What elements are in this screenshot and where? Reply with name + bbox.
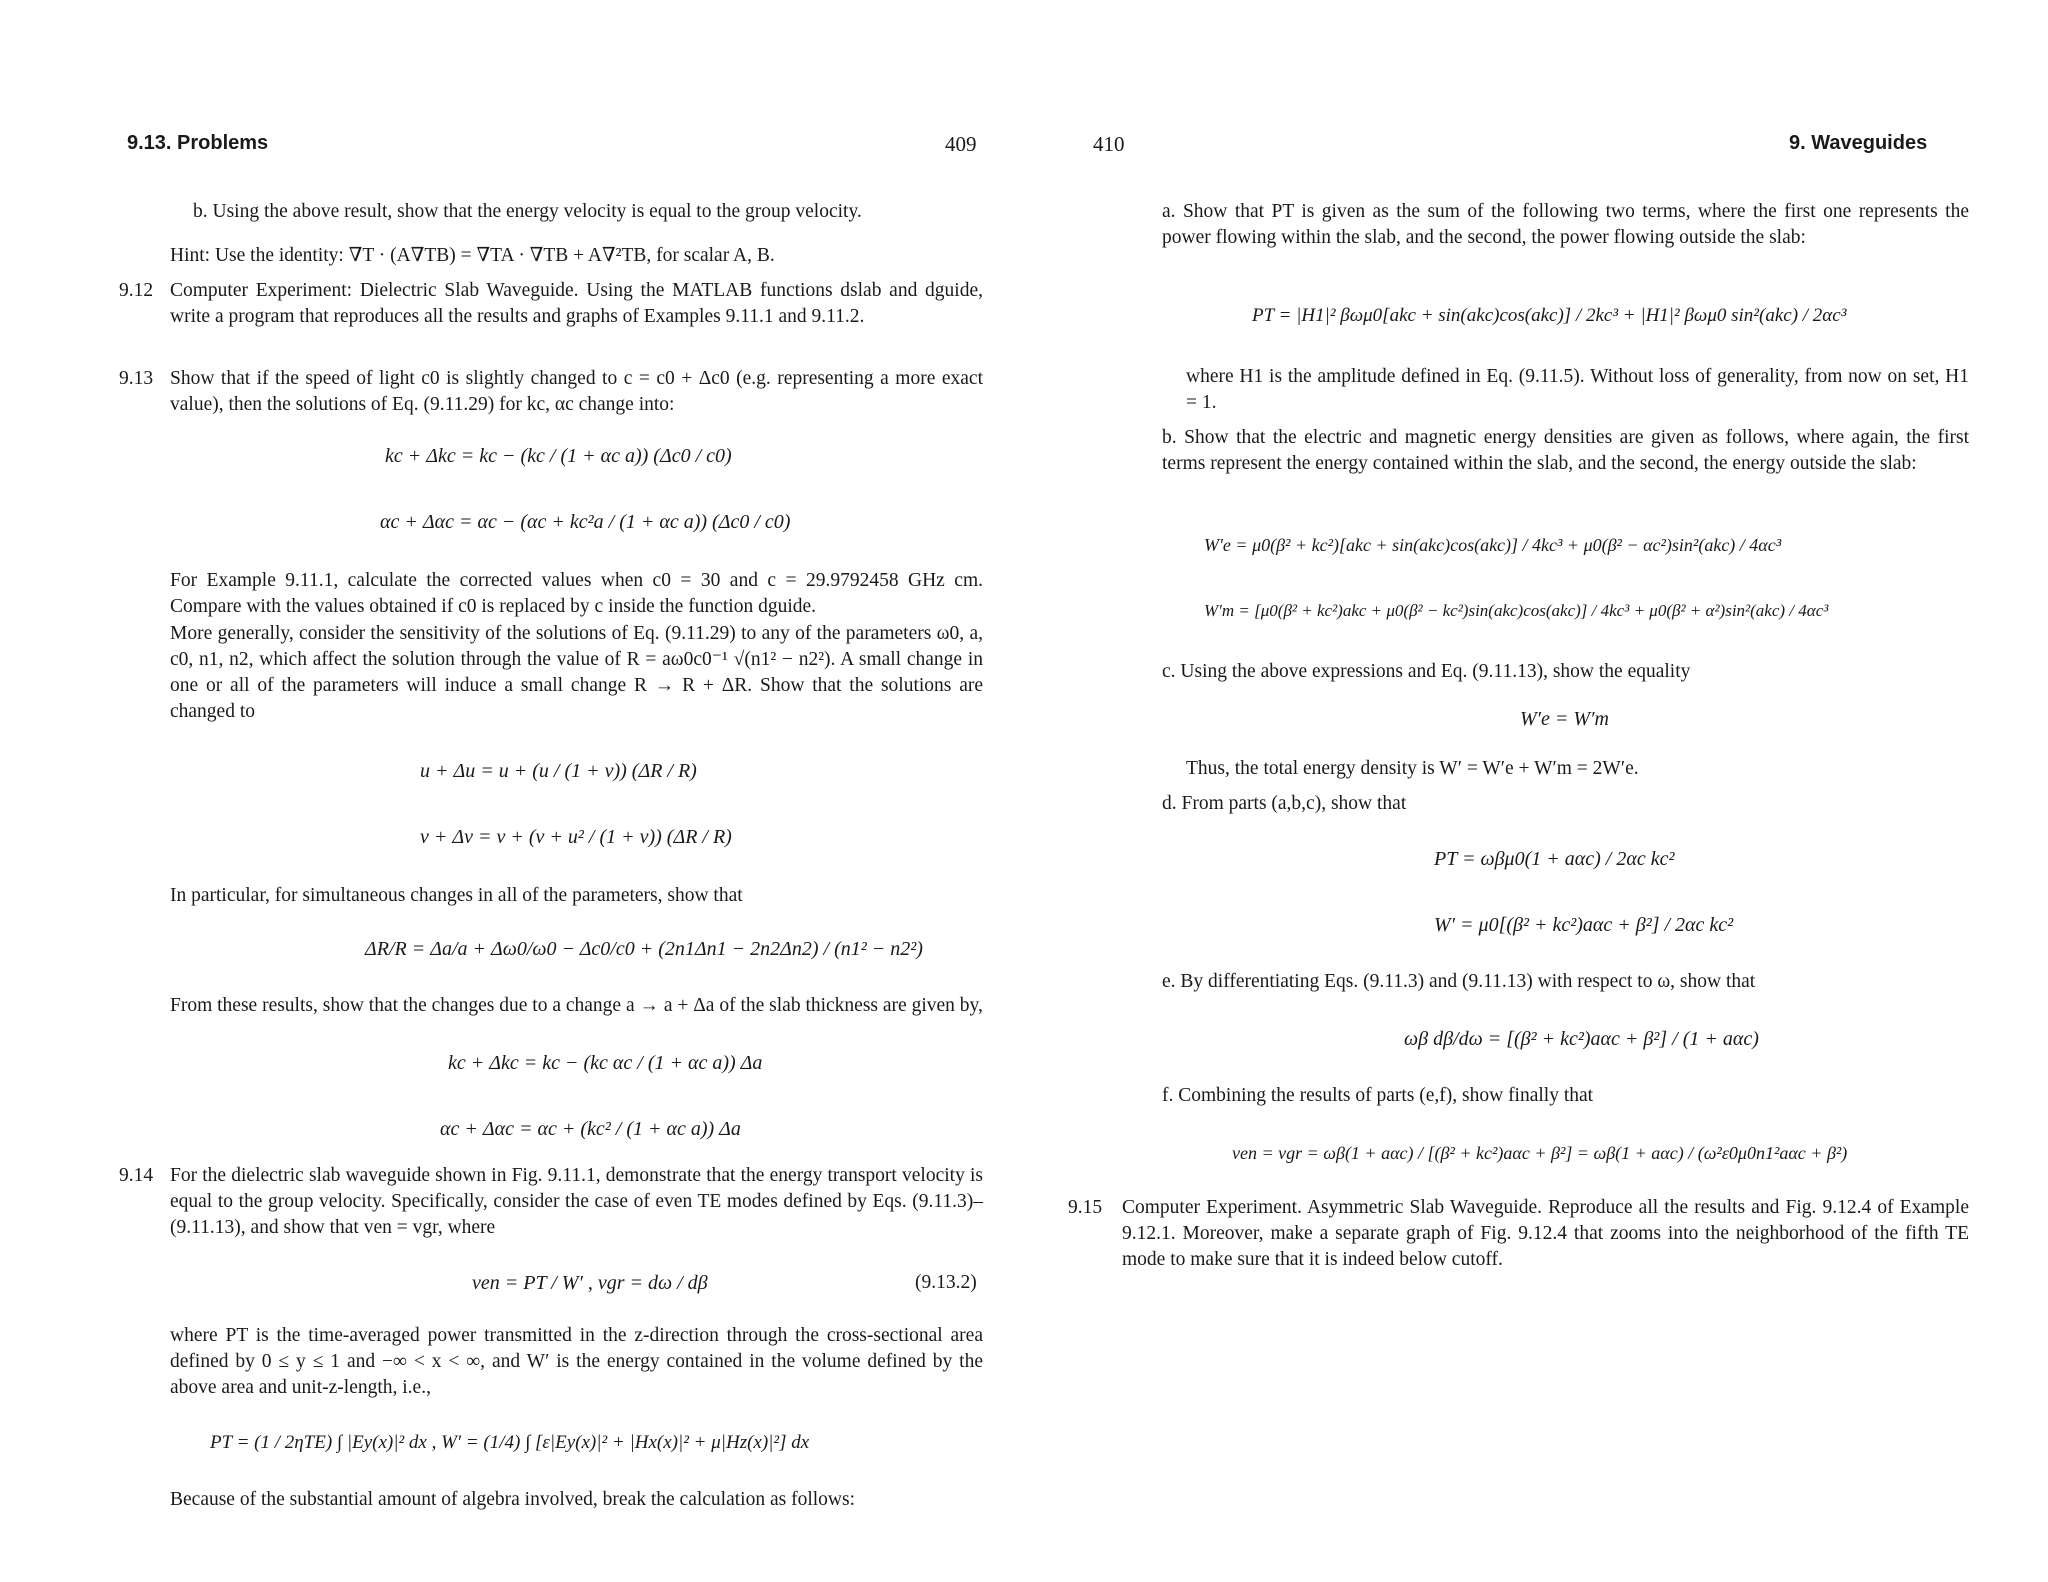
- running-header: 9. Waveguides: [1789, 132, 1928, 154]
- part-d: d. From parts (a,b,c), show that: [1162, 793, 1407, 814]
- page-number: 410: [1093, 132, 1125, 156]
- part-b: b. Using the above result, show that the energy velocity is equal to the group velocity.: [193, 201, 862, 222]
- right-page: [1024, 0, 2048, 1582]
- problem-9-13-text: Show that if the speed of light c0 is slightly changed to c = c0 + Δc0 (e.g. representing a more exact value), then the solutions of Eq. (9.11.29) for kc, αc change into:: [170, 368, 983, 415]
- part-b: b. Show that the electric and magnetic energy densities are given as follows, where again, the first terms represent the energy contained within the slab, and the second, the energy outside the slab:: [1162, 427, 1969, 474]
- equation: W′ = μ0[(β² + kc²)aαc + β²] / 2αc kc²: [1434, 914, 1734, 936]
- part-a: a. Show that PT is given as the sum of the following two terms, where the first one represents the power flowing within the slab, and the second, the power flowing outside the slab:: [1162, 201, 1969, 248]
- equation: W′e = μ0(β² + kc²)[akc + sin(akc)cos(akc)] / 4kc³ + μ0(β² − αc²)sin²(akc) / 4αc³: [1204, 535, 1782, 555]
- equation: αc + Δαc = αc − (αc + kc²a / (1 + αc a)) (Δc0 / c0): [380, 511, 791, 533]
- paragraph: For Example 9.11.1, calculate the corrected values when c0 = 30 and c = 29.9792458 GHz cm. Compare with the values obtained if c0 is replaced by c inside the function dguide.: [170, 570, 983, 617]
- equation: ven = vgr = ωβ(1 + aαc) / [(β² + kc²)aαc + β²] = ωβ(1 + aαc) / (ω²ε0μ0n1²aαc + β²): [1232, 1143, 1848, 1163]
- problem-number: 9.15: [1068, 1197, 1103, 1218]
- problem-9-15-text: Computer Experiment. Asymmetric Slab Waveguide. Reproduce all the results and Fig. 9.12.4 of Example 9.12.1. Moreover, make a separate graph of Fig. 9.12.4 that zooms into the neighborhood of the fifth TE mode to make sure that it is indeed below cutoff.: [1122, 1197, 1969, 1270]
- equation: kc + Δkc = kc − (kc αc / (1 + αc a)) Δa: [448, 1052, 763, 1074]
- equation: u + Δu = u + (u / (1 + v)) (ΔR / R): [420, 760, 697, 782]
- equation: PT = |H1|² βωμ0[akc + sin(akc)cos(akc)] / 2kc³ + |H1|² βωμ0 sin²(akc) / 2αc³: [1252, 305, 1847, 326]
- equation: kc + Δkc = kc − (kc / (1 + αc a)) (Δc0 / c0): [385, 445, 732, 467]
- hint: Hint: Use the identity: ∇T · (A∇TB) = ∇TA · ∇TB + A∇²TB, for scalar A, B.: [170, 245, 775, 266]
- running-header: 9.13. Problems: [127, 132, 269, 154]
- problem-9-12-text: Computer Experiment: Dielectric Slab Waveguide. Using the MATLAB functions dslab and dguide, write a program that reproduces all the results and graphs of Examples 9.11.1 and 9.11.2.: [170, 280, 983, 327]
- paragraph: where PT is the time-averaged power transmitted in the z-direction through the cross-sectional area defined by 0 ≤ y ≤ 1 and −∞ < x < ∞, and W′ is the energy contained in the volume defined by the above area and unit-z-length, i.e.,: [170, 1325, 983, 1398]
- equation: W′e = W′m: [1520, 708, 1609, 730]
- problem-number: 9.14: [119, 1165, 154, 1186]
- paragraph: From these results, show that the changes due to a change a → a + Δa of the slab thickness are given by,: [170, 995, 983, 1016]
- paragraph: In particular, for simultaneous changes in all of the parameters, show that: [170, 885, 743, 906]
- part-f: f. Combining the results of parts (e,f), show finally that: [1162, 1085, 1594, 1106]
- equation: v + Δv = v + (v + u² / (1 + v)) (ΔR / R): [420, 826, 732, 848]
- paragraph: where H1 is the amplitude defined in Eq. (9.11.5). Without loss of generality, from now on set, H1 = 1.: [1186, 366, 1969, 413]
- equation-number: (9.13.2): [915, 1272, 977, 1293]
- equation: ven = PT / W′ , vgr = dω / dβ: [472, 1272, 708, 1294]
- problem-number: 9.13: [119, 368, 154, 389]
- paragraph: Because of the substantial amount of algebra involved, break the calculation as follows:: [170, 1489, 855, 1510]
- equation: αc + Δαc = αc + (kc² / (1 + αc a)) Δa: [440, 1118, 741, 1140]
- paragraph: More generally, consider the sensitivity of the solutions of Eq. (9.11.29) to any of the parameters ω0, a, c0, n1, n2, which affect the solution through the value of R = aω0c0⁻¹ √(n1² − n2²). A small change in one or all of the parameters will induce a small change R → R + ΔR. Show that the solutions are changed to: [170, 623, 983, 722]
- part-c: c. Using the above expressions and Eq. (9.11.13), show the equality: [1162, 661, 1691, 682]
- problem-9-14-text: For the dielectric slab waveguide shown in Fig. 9.11.1, demonstrate that the energy transport velocity is equal to the group velocity. Specifically, consider the case of even TE modes defined by Eqs. (9.11.3)–(9.11.13), and show that ven = vgr, where: [170, 1165, 983, 1238]
- paragraph: Thus, the total energy density is W′ = W′e + W′m = 2W′e.: [1186, 758, 1639, 779]
- equation: PT = ωβμ0(1 + aαc) / 2αc kc²: [1434, 848, 1675, 870]
- part-e: e. By differentiating Eqs. (9.11.3) and (9.11.13) with respect to ω, show that: [1162, 971, 1756, 992]
- page-number: 409: [945, 132, 977, 156]
- equation: ΔR/R = Δa/a + Δω0/ω0 − Δc0/c0 + (2n1Δn1 − 2n2Δn2) / (n1² − n2²): [365, 938, 923, 960]
- problem-number: 9.12: [119, 280, 154, 301]
- equation: W′m = [μ0(β² + kc²)akc + μ0(β² − kc²)sin(akc)cos(akc)] / 4kc³ + μ0(β² + α²)sin²(akc) / 4αc³: [1204, 601, 1829, 620]
- equation: PT = (1 / 2ηTE) ∫ |Ey(x)|² dx , W′ = (1/4) ∫ [ε|Ey(x)|² + |Hx(x)|² + μ|Hz(x)|²] dx: [210, 1432, 810, 1453]
- equation: ωβ dβ/dω = [(β² + kc²)aαc + β²] / (1 + aαc): [1404, 1028, 1759, 1050]
